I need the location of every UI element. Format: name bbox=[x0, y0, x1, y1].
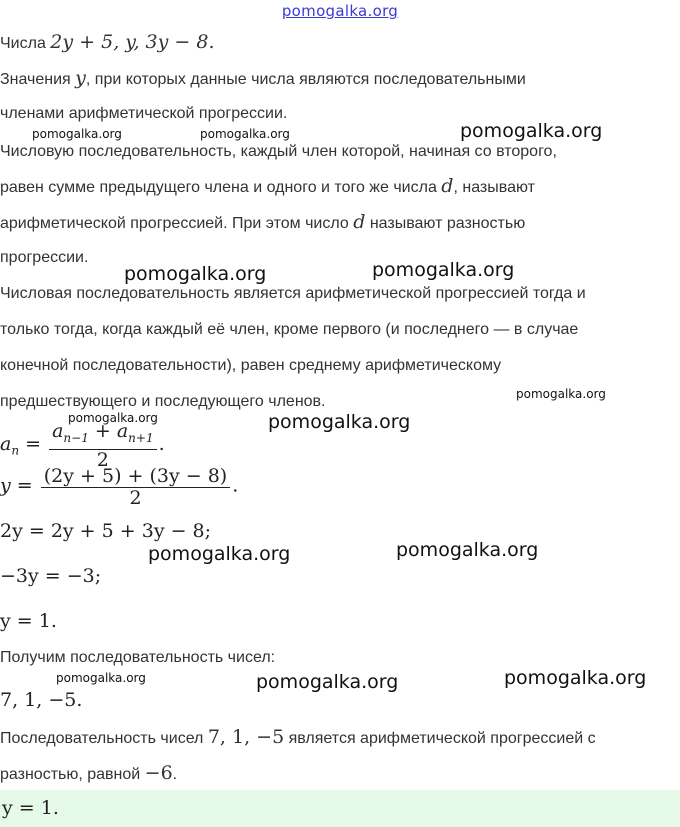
watermark: pomogalka.org bbox=[56, 671, 146, 685]
definition-text: , называют bbox=[453, 179, 535, 196]
numbers-label: Числа bbox=[0, 35, 51, 52]
definition-line-4: прогрессии. bbox=[0, 249, 89, 266]
site-link[interactable]: pomogalka.org bbox=[281, 2, 399, 20]
fraction-numerator: (2y + 5) + (3y − 8) bbox=[41, 465, 230, 488]
fraction-denominator: 2 bbox=[129, 487, 142, 509]
definition-line-1: Числовую последовательность, каждый член которой, начиная со второго, bbox=[0, 143, 557, 160]
formula-mean: $a_n$ = $\frac{a_{n-1} + a_{n+1}}{2}$ . bbox=[0, 420, 165, 471]
period: . bbox=[172, 766, 178, 783]
watermark: pomogalka.org bbox=[256, 671, 399, 693]
conclusion-text: является арифметической прогрессией с bbox=[284, 730, 596, 747]
an-symbol: a bbox=[0, 432, 12, 455]
watermark: pomogalka.org bbox=[148, 543, 291, 565]
watermark: pomogalka.org bbox=[268, 411, 411, 433]
conclusion-numbers: 7, 1, −5 bbox=[207, 726, 285, 748]
numbers-expression: 2y + 5, y, 3y − 8. bbox=[50, 31, 215, 53]
definition-line-3 bbox=[0, 212, 525, 234]
equals-sign: = bbox=[25, 432, 42, 455]
equation-3: y = 1. bbox=[0, 610, 57, 632]
watermark: pomogalka.org bbox=[460, 120, 603, 142]
equation-2: −3y = −3; bbox=[0, 565, 102, 587]
watermark: pomogalka.org bbox=[32, 127, 122, 141]
property-line-4: предшествующего и последующего членов. bbox=[0, 393, 326, 410]
watermark: pomogalka.org bbox=[124, 263, 267, 285]
property-line-3: конечной последовательности), равен среднему арифметическому bbox=[0, 357, 502, 374]
definition-text: называют разностью bbox=[365, 215, 526, 232]
watermark: pomogalka.org bbox=[504, 667, 647, 689]
var-d: d bbox=[441, 175, 454, 197]
task-line-1 bbox=[0, 68, 526, 90]
definition-line-2 bbox=[0, 176, 535, 198]
conclusion-text: разностью, равной bbox=[0, 766, 145, 783]
sequence-values: 7, 1, −5. bbox=[0, 689, 83, 711]
watermark: pomogalka.org bbox=[516, 387, 606, 401]
answer-value: y = 1. bbox=[2, 797, 59, 819]
sequence-label: Получим последовательность чисел: bbox=[0, 649, 276, 666]
an-subscript: n bbox=[11, 443, 20, 458]
watermark: pomogalka.org bbox=[68, 411, 158, 425]
conclusion-line-1 bbox=[0, 727, 596, 749]
var-d: d bbox=[353, 211, 366, 233]
fraction-numerator: $a_{n-1} + a_{n+1}$ bbox=[49, 420, 157, 450]
property-line-1: Числовая последовательность является арифметической прогрессией тогда и bbox=[0, 285, 586, 302]
definition-text: арифметической прогрессией. При этом число bbox=[0, 215, 354, 232]
conclusion-line-2 bbox=[0, 763, 177, 785]
definition-text: равен сумме предыдущего члена и одного и того же числа bbox=[0, 179, 442, 196]
var-y: y bbox=[75, 67, 86, 89]
fraction-denominator: 2 bbox=[96, 448, 109, 471]
equation-1: 2y = 2y + 5 + 3y − 8; bbox=[0, 520, 212, 542]
conclusion-text: Последовательность чисел bbox=[0, 730, 208, 747]
watermark: pomogalka.org bbox=[200, 127, 290, 141]
task-text: Значения bbox=[0, 71, 76, 88]
task-text: , при которых данные числа являются последовательными bbox=[85, 71, 526, 88]
y-symbol: y bbox=[0, 474, 11, 497]
problem-statement bbox=[0, 32, 215, 54]
property-line-2: только тогда, когда каждый её член, кроме первого (и последнего — в случае bbox=[0, 321, 579, 338]
mean-fraction bbox=[49, 420, 157, 470]
formula-y: y = $\frac{(2y + 5) + (3y - 8)}{2}$ . bbox=[0, 465, 239, 509]
watermark: pomogalka.org bbox=[372, 259, 515, 281]
task-line-2: членами арифметической прогрессии. bbox=[0, 105, 288, 122]
watermark: pomogalka.org bbox=[396, 539, 539, 561]
answer-box bbox=[0, 790, 680, 827]
y-fraction bbox=[41, 465, 230, 508]
difference-value: −6 bbox=[144, 762, 173, 784]
